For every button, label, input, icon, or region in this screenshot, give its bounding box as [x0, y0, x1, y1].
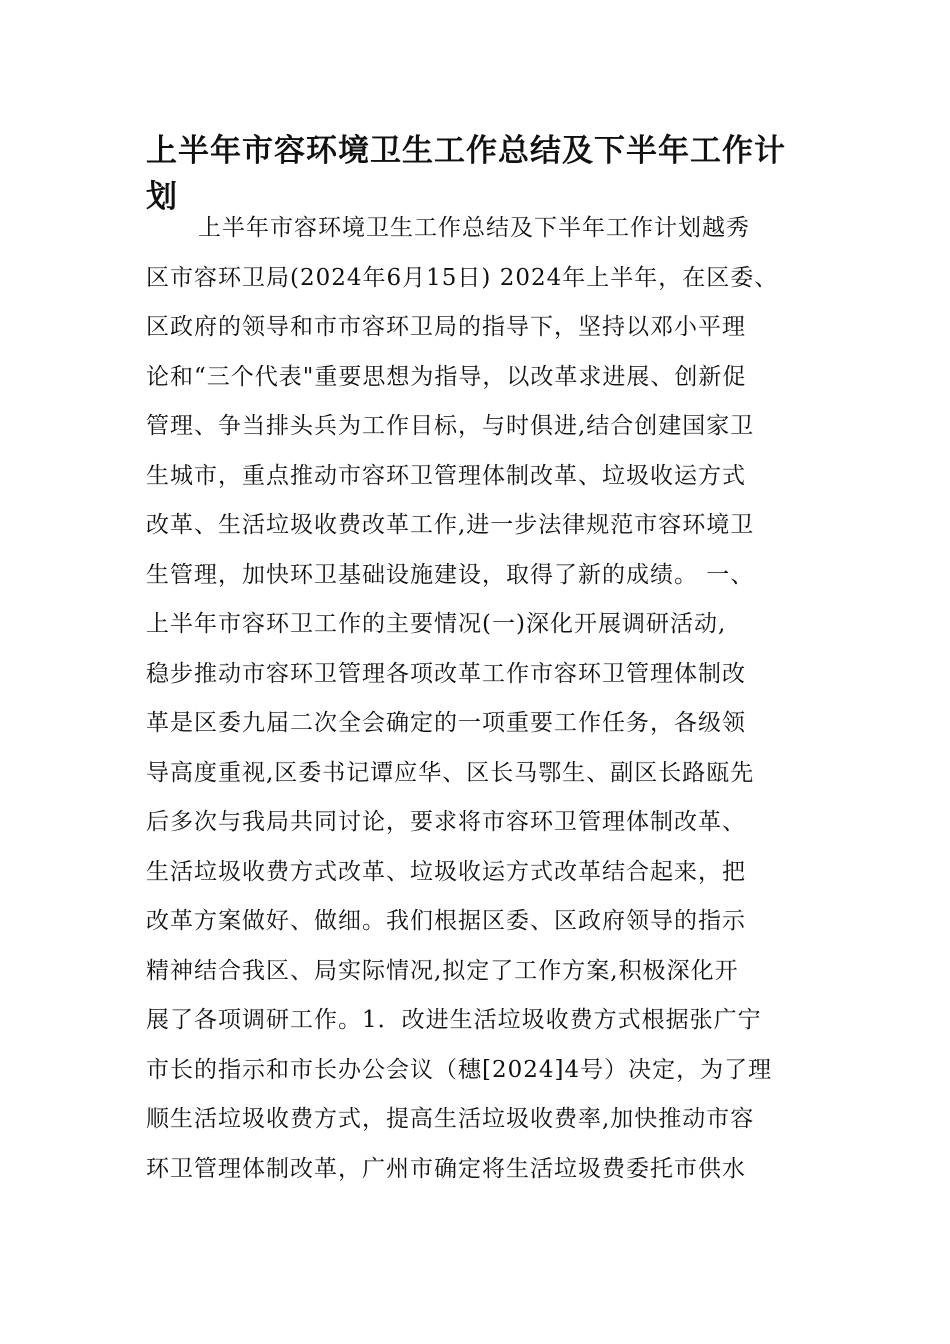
- body-line: 生活垃圾收费方式改革、垃圾收运方式改革结合起来，把: [146, 858, 746, 885]
- body-line: 区市容环卫局(2024年6月15日) 2024年上半年，在区委、: [146, 264, 779, 291]
- title-line: 上半年市容环境卫生工作总结及下半年工作计: [146, 133, 786, 169]
- body-line: 论和“三个代表"重要思想为指导，以改革求进展、创新促: [146, 363, 747, 390]
- body-line: 生管理，加快环卫基础设施建设，取得了新的成绩。 一、: [146, 561, 755, 588]
- body-line: 革是区委九届二次全会确定的一项重要工作任务，各级领: [146, 710, 746, 736]
- title-line: 划: [146, 179, 178, 215]
- body-line: 市长的指示和市长办公会议（穗[2024]4号）决定，为了理: [146, 1056, 773, 1083]
- body-line: 精神结合我区、局实际情况,拟定了工作方案,积极深化开: [146, 957, 739, 984]
- body-line: 稳步推动市容环卫管理各项改革工作市容环卫管理体制改: [146, 660, 746, 687]
- body-line: 展了各项调研工作。1．改进生活垃圾收费方式根据张广宁: [146, 1007, 762, 1033]
- body-line: 管理、争当排头兵为工作目标，与时俱进,结合创建国家卫: [146, 413, 755, 439]
- document-body: [146, 204, 836, 1194]
- body-line: 上半年市容环卫工作的主要情况(一)深化开展调研活动,: [146, 611, 727, 637]
- body-line: 生城市，重点推动市容环卫管理体制改革、垃圾收运方式: [146, 462, 746, 489]
- body-line: 导高度重视,区委书记谭应华、区长马鄂生、副区长路瓯先: [146, 759, 755, 786]
- body-line: 上半年市容环境卫生工作总结及下半年工作计划越秀: [198, 215, 750, 241]
- body-line: 环卫管理体制改革，广州市确定将生活垃圾费委托市供水: [146, 1155, 746, 1182]
- body-line: 后多次与我局共同讨论，要求将市容环卫管理体制改革、: [146, 809, 746, 835]
- body-line: 改革方案做好、做细。我们根据区委、区政府领导的指示: [146, 908, 746, 934]
- body-line: 改革、生活垃圾收费改革工作,进一步法律规范市容环境卫: [146, 512, 755, 538]
- body-line: 顺生活垃圾收费方式，提高生活垃圾收费率,加快推动市容: [146, 1106, 755, 1132]
- body-line: 区政府的领导和市市容环卫局的指导下，坚持以邓小平理: [146, 314, 746, 340]
